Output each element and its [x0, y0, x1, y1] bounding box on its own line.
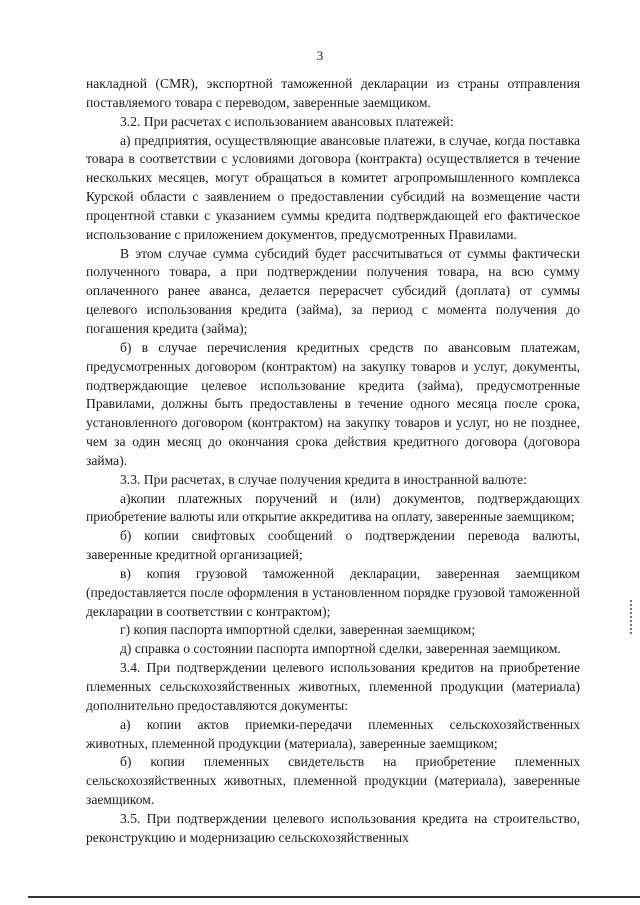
paragraph-3-3-a: а)копии платежных поручений и (или) документов, подтверждающих приобретение валюты или открытие аккредитива на оплату, заверенные заемщиком; — [86, 490, 580, 525]
paragraph-section-3-4: 3.4. При подтверждении целевого использования кредитов на приобретение племенных сельскохозяйственных животных, племенной продукции (материала) дополнительно предоставляются документы: — [86, 660, 580, 713]
paragraph-section-3-2: 3.2. При расчетах с использованием авансовых платежей: — [120, 113, 454, 129]
paragraph-3-3-d: д) справка о состоянии паспорта импортной сделки, заверенная заемщиком. — [120, 641, 561, 657]
paragraph-3-4-b: б) копии племенных свидетельств на приобретение племенных сельскохозяйственных животных, племенной продукции (материала), заверенные заемщиком. — [86, 754, 580, 808]
paragraph-3-3-v: в) копия грузовой таможенной декларации, заверенная заемщиком (предоставляется после оформления в установленном порядке грузовой таможенной декларации в соответствии с контрактом); — [86, 565, 580, 619]
scan-edge-mark — [630, 600, 632, 636]
paragraph-3-3-b: б) копии свифтовых сообщений о подтверждении перевода валюты, заверенные кредитной организацией; — [86, 528, 580, 563]
paragraph-section-3-5: 3.5. При подтверждении целевого использования кредита на строительство, реконструкцию и модернизацию сельскохозяйственных — [86, 810, 580, 845]
paragraph-3-2-a-note: В этом случае сумма субсидий будет рассчитываться от суммы фактически полученного товара, а при подтверждении получения товара, на всю сумму оплаченного ранее аванса, делается перерасчет субсидий (доплата) от суммы целевого использования кредита (займа), за период с момента получения до погашения кредита (займа); — [86, 245, 580, 336]
paragraph-continuation: накладной (CMR), экспортной таможенной декларации из страны отправления поставляемого товара с переводом, заверенные заемщиком. — [86, 76, 580, 110]
paragraph-3-2-b: б) в случае перечисления кредитных средств по авансовым платежам, предусмотренных договором (контрактом) на закупку товаров и услуг, документы, подтверждающие целевое использование кредита (займа), предусмотренные Правилами, должны быть предоставлены в течение одного месяца после срока, установленного договором (контрактом) на закупку товаров и услуг, но не позднее, чем за один месяц до окончания срока действия кредитного договора (договора займа). — [86, 339, 580, 468]
document-body — [86, 75, 580, 848]
paragraph-3-2-a: а) предприятия, осуществляющие авансовые платежи, в случае, когда поставка товара в соответствии с условиями договора (контракта) осуществляется в течение нескольких месяцев, могут обращаться в комитет агропромышленного комплекса Курской области с заявлением о предоставлении субсидий на возмещение части процентной ставки с указанием суммы кредита подтверждающей его фактическое использование с приложением документов, предусмотренных Правилами. — [86, 132, 580, 242]
paragraph-3-3-g: г) копия паспорта импортной сделки, заверенная заемщиком; — [120, 622, 476, 638]
page-number: 3 — [316, 48, 324, 63]
scan-bottom-rule — [28, 896, 640, 898]
paragraph-3-4-a: а) копии актов приемки-передачи племенных сельскохозяйственных животных, племенной продукции (материала), заверенные заемщиком; — [86, 716, 580, 751]
paragraph-section-3-3: 3.3. При расчетах, в случае получения кредита в иностранной валюте: — [120, 471, 527, 487]
